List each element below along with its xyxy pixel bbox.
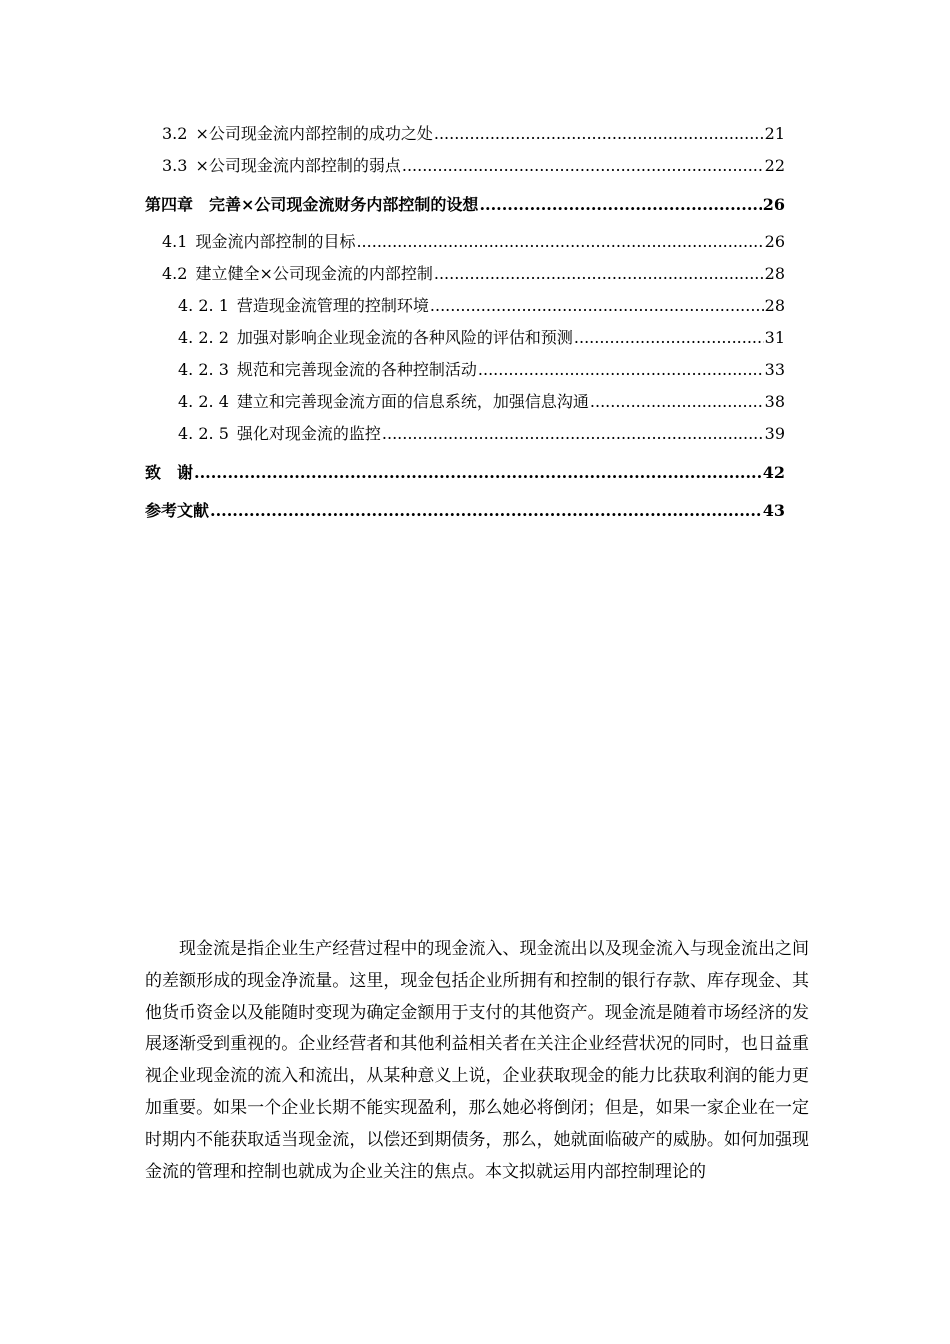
toc-leader-dots [356,226,763,258]
toc-entry-page: 33 [764,360,785,379]
toc-entry-number: 4. 2. 5 [178,424,229,443]
toc-entry-number: 4.2 [162,264,188,283]
toc-entry-page: 28 [764,264,785,283]
toc-entry-title: 现金流内部控制的目标 [195,232,356,251]
toc-entry-number: 4.1 [162,232,188,251]
toc-entry-title: ×公司现金流内部控制的弱点 [195,156,401,175]
toc-leader-dots [210,492,762,530]
toc-chapter-entry[interactable] [145,454,785,492]
toc-entry-number: 4. 2. 2 [178,328,229,347]
toc-entry[interactable] [145,118,785,150]
toc-chapter-entry[interactable] [145,492,785,530]
toc-entry[interactable] [145,226,785,258]
toc-entry-page: 39 [764,424,785,443]
toc-leader-dots [434,258,764,290]
toc-entry-number: 3.3 [162,156,188,175]
toc-entry[interactable] [145,290,785,322]
toc-chapter-title: 致 谢 [145,463,194,482]
toc-entry-title: ×公司现金流内部控制的成功之处 [195,124,433,143]
toc-entry-page: 42 [762,463,785,482]
toc-entry[interactable] [145,150,785,182]
toc-entry[interactable] [145,322,785,354]
toc-chapter-number: 第四章 [145,195,194,214]
body-paragraph: 现金流是指企业生产经营过程中的现金流入、现金流出以及现金流入与现金流出之间的差额形成的现金净流量。这里，现金包括企业所拥有和控制的银行存款、库存现金、其他货币资金以及能随时变现为确定金额用于支付的其他资产。现金流是随着市场经济的发展逐渐受到重视的。企业经营者和其他利益相关者在关注企业经营状况的同时，也日益重视企业现金流的流入和流出，从某种意义上说，企业获取现金的能力比获取利润的能力更加重要。如果一个企业长期不能实现盈利，那么她必将倒闭；但是，如果一家企业在一定时期内不能获取适当现金流，以偿还到期债务，那么，她就面临破产的威胁。如何加强现金流的管理和控制也就成为企业关注的焦点。本文拟就运用内部控制理论的 [145,939,809,1182]
toc-chapter-entry[interactable] [145,186,785,224]
toc-leader-dots [430,290,764,322]
toc-entry-page: 43 [762,501,785,520]
toc-entry-page: 21 [764,124,785,143]
toc-chapter-title: 参考文献 [145,501,210,520]
toc-entry[interactable] [145,258,785,290]
toc-entry-title: 规范和完善现金流的各种控制活动 [236,360,477,379]
toc-entry-number: 4. 2. 3 [178,360,229,379]
toc-entry-page: 26 [762,195,785,214]
toc-leader-dots [478,354,764,386]
toc-leader-dots [382,418,764,450]
toc-entry-title: 建立健全×公司现金流的内部控制 [195,264,433,283]
toc-entry[interactable] [145,418,785,450]
toc-entry-number: 4. 2. 1 [178,296,229,315]
toc-leader-dots [479,186,761,224]
toc-entry-title: 建立和完善现金流方面的信息系统，加强信息沟通 [236,392,589,411]
toc-entry[interactable] [145,354,785,386]
toc-chapter-title: 完善×公司现金流财务内部控制的设想 [209,195,479,214]
toc-leader-dots [434,118,764,150]
toc-entry-title: 营造现金流管理的控制环境 [236,296,429,315]
toc-entry-title: 强化对现金流的监控 [236,424,381,443]
toc-entry-page: 28 [764,296,785,315]
toc-entry-number: 4. 2. 4 [178,392,229,411]
toc-entry-title: 加强对影响企业现金流的各种风险的评估和预测 [236,328,573,347]
toc-leader-dots [402,150,764,182]
toc-leader-dots [590,386,764,418]
body-text [145,934,809,1188]
table-of-contents [145,118,785,530]
toc-entry-page: 26 [764,232,785,251]
toc-entry-number: 3.2 [162,124,188,143]
toc-leader-dots [194,454,762,492]
toc-entry-page: 31 [764,328,785,347]
toc-leader-dots [574,322,764,354]
toc-entry-page: 22 [764,156,785,175]
toc-entry-page: 38 [764,392,785,411]
toc-entry[interactable] [145,386,785,418]
